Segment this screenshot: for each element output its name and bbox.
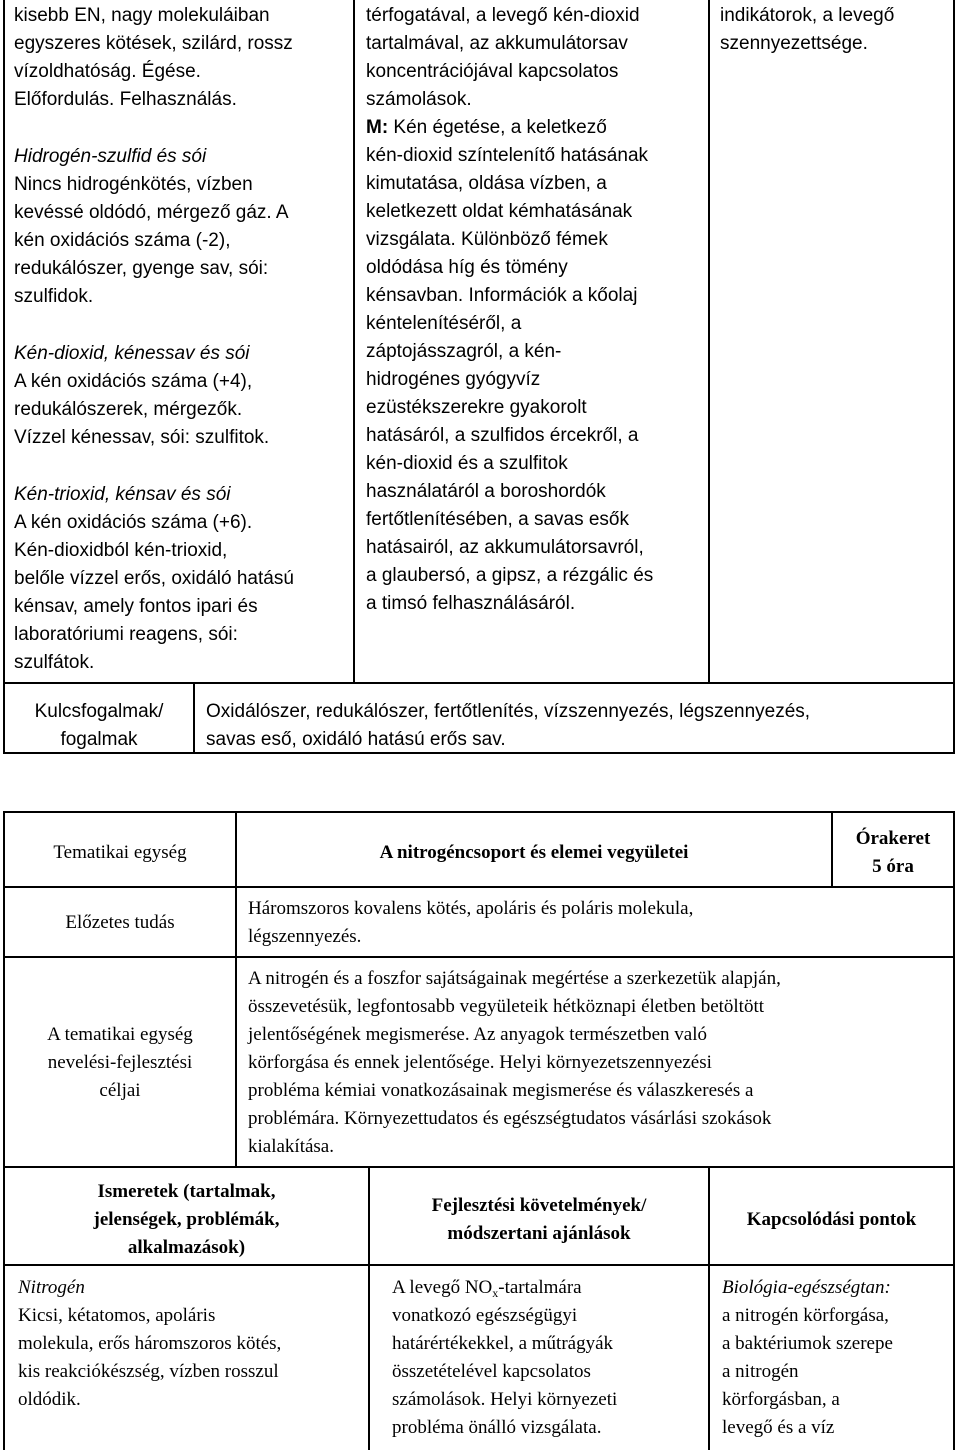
- nox-line: A levegő $NO_x$-tartalmára: [392, 1277, 582, 1300]
- border: [953, 811, 955, 1450]
- border: [953, 0, 955, 754]
- border: [353, 0, 355, 683]
- subscript-x: x: [492, 1286, 499, 1300]
- border: [3, 811, 955, 813]
- hydrogen-sulfide-heading: Hidrogén-szulfid és sói: [14, 146, 207, 167]
- development-header: Fejlesztési követelmények/ módszertani ajánlások: [431, 1195, 647, 1244]
- links-text: indikátorok, a levegő szennyezettsége.: [720, 5, 895, 54]
- prior-knowledge-text: Háromszoros kovalens kötés, apoláris és poláris molekula, légszennyezés.: [248, 898, 694, 947]
- links-header: Kapcsolódási pontok: [746, 1209, 917, 1230]
- border: [3, 886, 955, 888]
- experiments-rest: kén-dioxid színtelenítő hatásának kimutatása, oldása vízben, a keletkezett oldat kémhatásának vizsgálata. Különböző fémek oldódása híg és tömény kénsavban. Információk a kőolaj kéntelenítéséről, a záptojásszagról, a kén- hidrogénes gyógyvíz ezüstékszerekre gyakorolt hatásáról, a szulfidos ércekről, a kén-dioxid és a szulfitok használatáról a boroshordók fertőtlenítésében, a savas esők hatásairól, az akkumulátorsavról, a glaubersó, a gipsz, a rézgálic és a timsó felhasználásáról.: [366, 145, 654, 614]
- links-column: [720, 2, 950, 58]
- border: [708, 0, 710, 683]
- border: [3, 1264, 955, 1266]
- goals-label: A tematikai egység nevelési-fejlesztési céljai: [47, 1024, 193, 1101]
- m-label: M:: [366, 117, 389, 138]
- border: [3, 682, 955, 684]
- hydrogen-sulfide-text: Nincs hidrogénkötés, vízben kevéssé oldódó, mérgező gáz. A kén oxidációs száma (-2), redukálószer, gyenge sav, sói: szulfidok.: [14, 174, 289, 307]
- nitrogen-links: [722, 1274, 950, 1442]
- experiments-first-line: Kén égetése, a keletkező: [388, 117, 607, 138]
- sulfur-trioxide-text: A kén oxidációs száma (+6). Kén-dioxidból kén-trioxid, belőle vízzel erős, oxidáló hatású kénsav, amely fontos ipari és laboratóriumi reagens, sói: szulfátok.: [14, 512, 294, 673]
- border: [3, 0, 5, 754]
- sulfur-dioxide-heading: Kén-dioxid, kénessav és sói: [14, 343, 250, 364]
- links-content: a nitrogén körforgása, a baktériumok szerepe a nitrogén körforgásban, a levegő és a víz: [722, 1305, 893, 1438]
- border: [3, 811, 5, 1450]
- sulfur-trioxide-heading: Kén-trioxid, kénsav és sói: [14, 484, 231, 505]
- key-concepts-label: Kulcsfogalmak/ fogalmak: [34, 701, 164, 750]
- knowledge-column: [14, 2, 350, 677]
- development-text: vonatkozó egészségügyi határértékekkel, a műtrágyák összetételével kapcsolatos számolások. Helyi környezeti probléma önálló vizsgálata.: [392, 1305, 618, 1438]
- sulfur-dioxide-text: A kén oxidációs száma (+4), redukálószerek, mérgezők. Vízzel kénessav, sói: szulfitok.: [14, 371, 270, 448]
- sulfur-properties-text: kisebb EN, nagy molekuláiban egyszeres kötések, szilárd, rossz vízoldhatóság. Égése. Előfordulás. Felhasználás.: [14, 5, 293, 110]
- nitrogen-development: [392, 1274, 706, 1442]
- hours-label: Órakeret: [855, 828, 931, 849]
- knowledge-header: Ismeretek (tartalmak, jelenségek, problémák, alkalmazások): [93, 1181, 280, 1258]
- biology-heading: Biológia-egészségtan:: [722, 1277, 891, 1298]
- calculations-text: térfogatával, a levegő kén-dioxid tartalmával, az akkumulátorsav koncentrációjával kapcsolatos számolások.: [366, 5, 640, 110]
- hours-value: 5 óra: [872, 856, 914, 877]
- experiments-text: [366, 114, 706, 618]
- hours-frame: [833, 825, 953, 881]
- nitrogen-heading: Nitrogén: [18, 1277, 85, 1298]
- border: [3, 1166, 955, 1168]
- border: [193, 682, 195, 754]
- prior-knowledge-label: Előzetes tudás: [65, 912, 175, 933]
- key-concepts-text: Oxidálószer, redukálószer, fertőtlenítés, vízszennyezés, légszennyezés, savas eső, oxidáló hatású erős sav.: [206, 701, 811, 750]
- nitrogen-knowledge: [18, 1274, 366, 1414]
- goals-text: A nitrogén és a foszfor sajátságainak megértése a szerkezetük alapján, összevetésük, legfontosabb vegyületeik hétköznapi életben betöltött jelentőségének megismerése. Az anyagok természetben való körforgása és ennek jelentősége. Helyi környezetszennyezési probléma kémiai vonatkozásainak megismerése és válaszkeresés a problémára. Környezettudatos és egészségtudatos vásárlási szokások kialakítása.: [248, 968, 781, 1157]
- unit-title: A nitrogéncsoport és elemei vegyületei: [379, 842, 689, 863]
- development-column: [366, 2, 706, 618]
- unit-label: Tematikai egység: [53, 842, 187, 863]
- nitrogen-text: Kicsi, kétatomos, apoláris molekula, erős háromszoros kötés, kis reakciókészség, vízben rosszul oldódik.: [18, 1305, 282, 1410]
- border: [3, 956, 955, 958]
